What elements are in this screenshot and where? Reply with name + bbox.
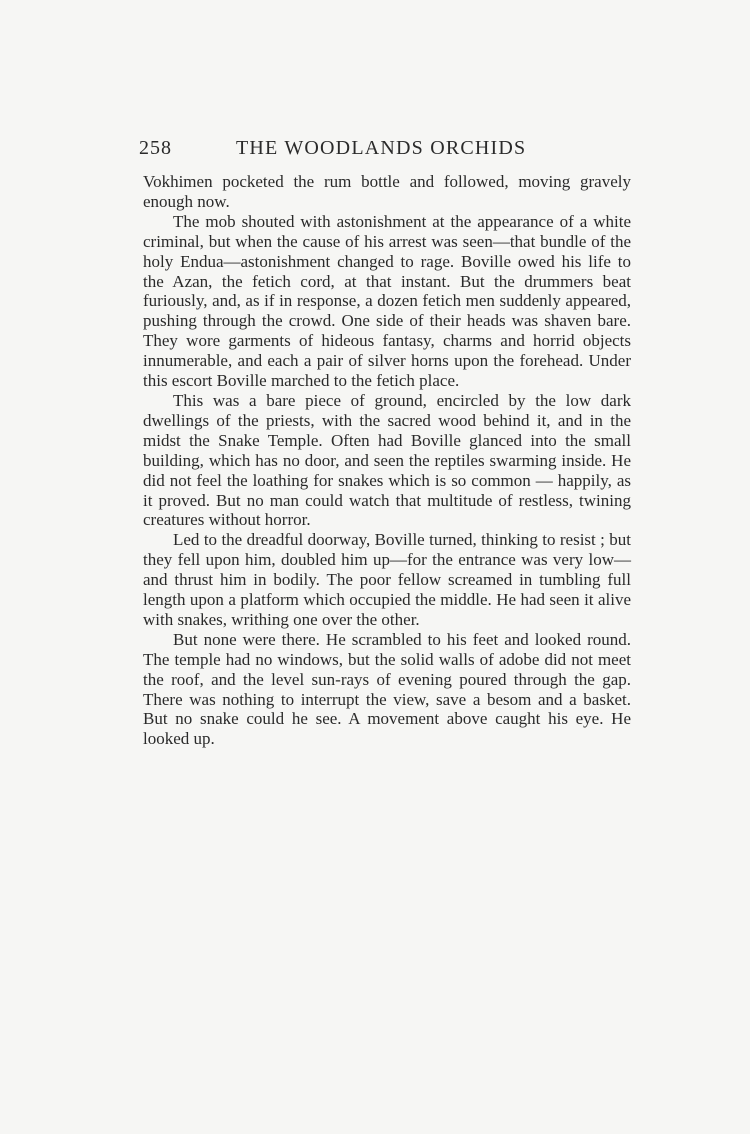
- page-header: [139, 134, 631, 162]
- paragraph: The mob shouted with astonishment at the appearance of a white criminal, but when the cause of his arrest was seen—that bundle of the holy Endua—astonishment changed to rage. Boville owed his life to the Azan, the fetich cord, at that instant. But the drummers beat furiously, and, as if in response, a dozen fetich men suddenly appeared, pushing through the crowd. One side of their heads was shaven bare. They wore garments of hideous fantasy, charms and horrid objects innumerable, and each a pair of silver horns upon the forehead. Under this escort Boville marched to the fetich place.: [143, 211, 631, 391]
- body-text: [143, 172, 631, 749]
- paragraph: Led to the dreadful doorway, Boville turned, thinking to resist ; but they fell upon him, doubled him up—for the entrance was very low—and thrust him in bodily. The poor fellow screamed in tumbling full length upon a platform which occupied the middle. He had seen it alive with snakes, writhing one over the other.: [143, 530, 631, 629]
- paragraph: Vokhimen pocketed the rum bottle and followed, moving gravely enough now.: [143, 172, 631, 211]
- paragraph: But none were there. He scrambled to his feet and looked round. The temple had no windows, but the solid walls of adobe did not meet the roof, and the level sun-rays of evening poured through the gap. There was nothing to interrupt the view, save a besom and a basket. But no snake could he see. A movement above caught his eye. He looked up.: [143, 629, 631, 749]
- paragraph: This was a bare piece of ground, encircled by the low dark dwellings of the priests, with the sacred wood behind it, and in the midst the Snake Temple. Often had Boville glanced into the small building, which has no door, and seen the reptiles swarming inside. He did not feel the loathing for snakes which is so common — happily, as it proved. But no man could watch that multitude of restless, twining creatures without horror.: [143, 390, 631, 530]
- running-title: THE WOODLANDS ORCHIDS: [236, 137, 527, 159]
- page-number: 258: [139, 137, 172, 159]
